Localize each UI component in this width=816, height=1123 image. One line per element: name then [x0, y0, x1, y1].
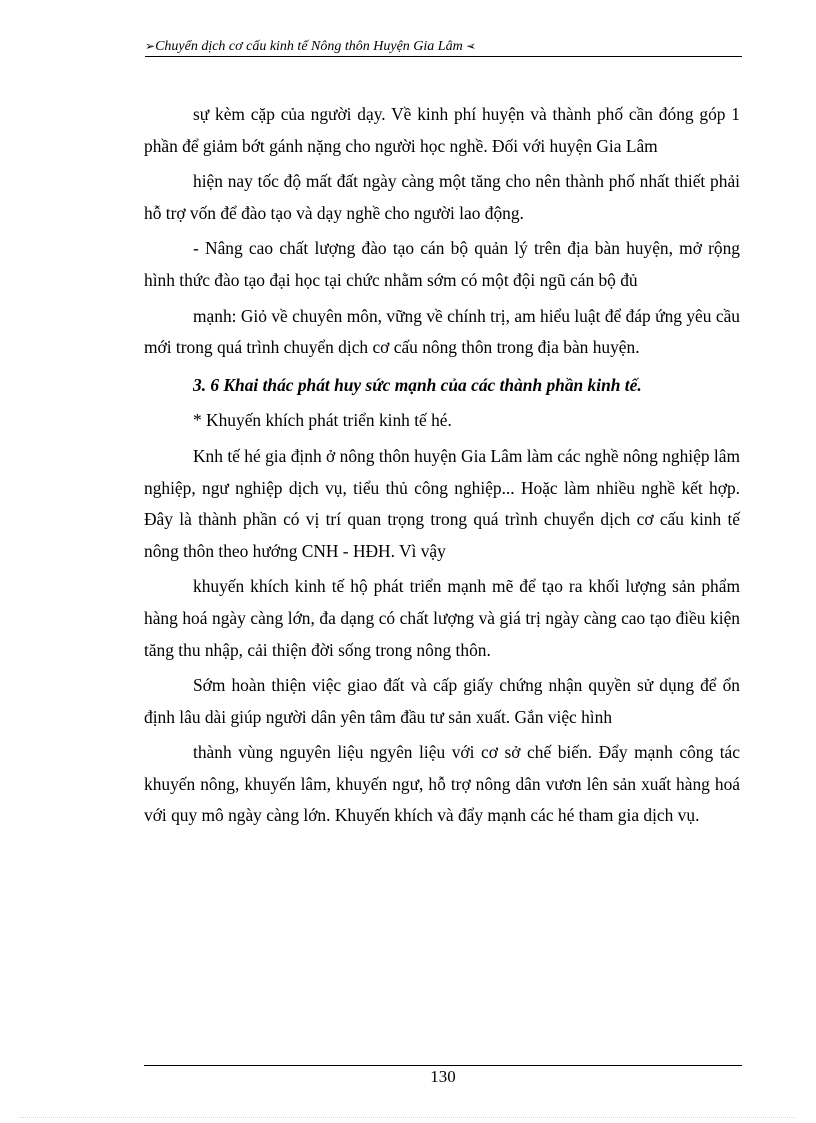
- header-title: Chuyển dịch cơ cấu kinh tế Nông thôn Huyện Gia Lâm: [155, 39, 463, 54]
- sub-heading: * Khuyến khích phát triển kinh tế hé.: [193, 410, 452, 431]
- arrow-right-icon: ➢: [145, 39, 156, 53]
- paragraph: mạnh: Giỏ về chuyên môn, vững về chính trị, am hiểu luật để đáp ứng yêu cầu mới trong quá trình chuyển dịch cơ cấu nông thôn trong địa bàn huyện.: [144, 305, 740, 358]
- paragraph: - Nâng cao chất lượng đào tạo cán bộ quản lý trên địa bàn huyện, mở rộng hình thức đào tạo đại học tại chức nhằm sớm có một đội ngũ cán bộ đủ: [144, 238, 740, 290]
- page-number: 130: [430, 1067, 456, 1086]
- section-heading: 3. 6 Khai thác phát huy sức mạnh của các thành phần kinh tế.: [193, 374, 642, 395]
- page-body: [144, 99, 740, 832]
- paragraph: Sớm hoàn thiện việc giao đất và cấp giấy chứng nhận quyền sử dụng để ổn định lâu dài giúp người dân yên tâm đầu tư sản xuất. Gắn việc hình: [144, 675, 740, 727]
- paragraph: thành vùng nguyên liệu ngyên liệu với cơ sở chế biến. Đẩy mạnh công tác khuyến nông, khuyến lâm, khuyến ngư, hỗ trợ nông dân vươn lên sản xuất hàng hoá với quy mô ngày càng lớn. Khuyến khích và đẩy mạnh các hé tham gia dịch vụ.: [144, 742, 740, 826]
- paragraph: sự kèm cặp của người dạy. Về kinh phí huyện và thành phố cần đóng góp 1 phần để giảm bớt gánh nặng cho người học nghề. Đối với huyện Gia Lâm: [144, 104, 740, 156]
- paragraph: hiện nay tốc độ mất đất ngày càng một tăng cho nên thành phố nhất thiết phải hỗ trợ vốn để đào tạo và dạy nghề cho người lao động.: [144, 171, 740, 223]
- paragraph: Knh tế hé gia định ở nông thôn huyện Gia Lâm làm các nghề nông nghiệp lâm nghiệp, ngư nghiệp dịch vụ, tiểu thủ công nghiệp... Hoặc làm nhiều nghề kết hợp. Đây là thành phần có vị trí quan trọng trong quá trình chuyển dịch cơ cấu kinh tế nông thôn theo hướng CNH - HĐH. Vì vậy: [144, 445, 740, 561]
- page-edge-divider: [20, 1117, 796, 1118]
- paragraph: khuyến khích kinh tế hộ phát triển mạnh mẽ để tạo ra khối lượng sản phẩm hàng hoá ngày càng lớn, đa dạng có chất lượng và giá trị ngày càng cao tạo điều kiện tăng thu nhập, cải thiện đời sống trong nông thôn.: [144, 576, 740, 660]
- arrow-left-icon: ➢: [466, 39, 477, 53]
- running-header: [145, 36, 742, 57]
